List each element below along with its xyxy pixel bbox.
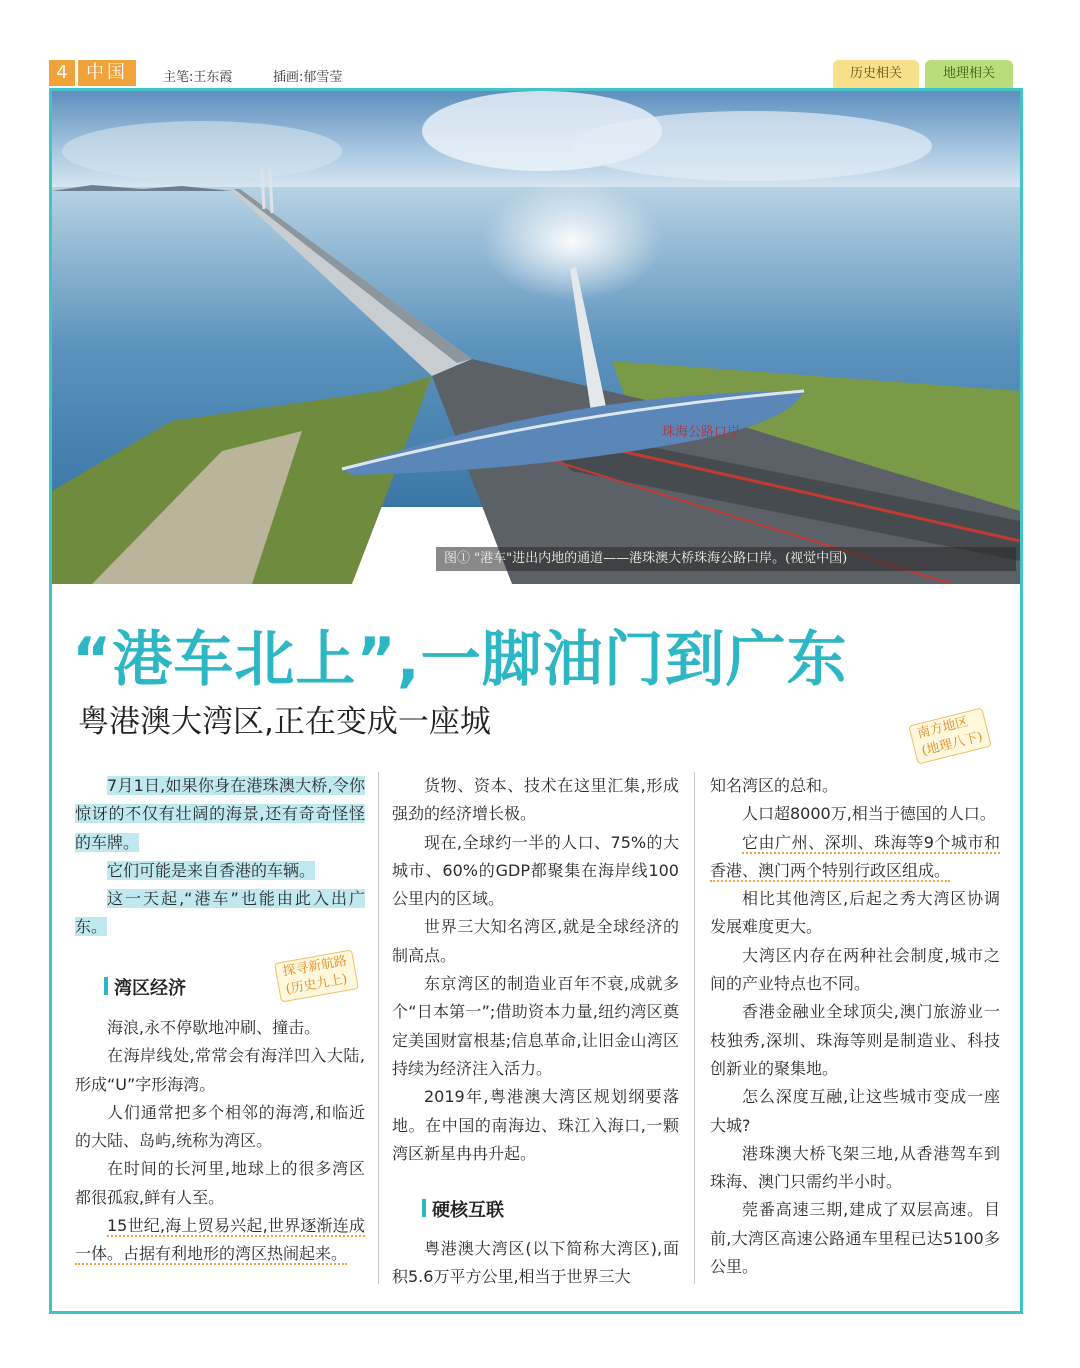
paragraph: 海浪,永不停歇地冲刷、撞击。: [107, 1018, 321, 1037]
tag-history: 历史相关: [833, 60, 919, 88]
paragraph: 怎么深度互融,让这些城市变成一座大城?: [710, 1087, 1000, 1135]
intro-paragraph-1: 7月1日,如果你身在港珠澳大桥,令你惊讶的不仅有壮阔的海景,还有奇奇怪怪的车牌。: [75, 776, 365, 852]
section-title-bay-economy: 湾区经济: [104, 974, 186, 1000]
text-column-1: [75, 772, 365, 942]
text-column-3: [710, 772, 1000, 1281]
page-number: 4: [49, 60, 75, 86]
paragraph: 港珠澳大桥飞架三地,从香港驾车到珠海、澳门只需约半小时。: [710, 1143, 1000, 1192]
note-geography: 南方地区 (地理八下): [908, 707, 992, 764]
text-column-2-tail: [392, 1235, 679, 1292]
paragraph: 大湾区内存在两种社会制度,城市之间的产业特点也不同。: [710, 945, 1000, 994]
paragraph: 2019年,粤港澳大湾区规划纲要落地。在中国的南海边、珠江入海口,一颗湾区新星冉冉升起。: [392, 1087, 679, 1163]
intro-paragraph-2: 它们可能是来自香港的车辆。: [107, 860, 316, 880]
paragraph: 现在,全球约一半的人口、75%的大城市、60%的GDP都聚集在海岸线100公里内的区域。: [392, 832, 679, 909]
paragraph: 它由广州、深圳、珠海等9个城市和香港、澳门两个特别行政区组成。: [710, 832, 1000, 880]
section-title-connectivity: 硬核互联: [422, 1196, 504, 1222]
paragraph: 15世纪,海上贸易兴起,世界逐渐连成一体。占据有利地形的湾区热闹起来。: [75, 1216, 365, 1264]
bridge-illustration: [52, 91, 1020, 584]
tag-geography: 地理相关: [925, 60, 1013, 88]
page-header: [0, 0, 1080, 92]
paragraph: 东京湾区的制造业百年不衰,成就多个“日本第一”;借助资本力量,纽约湾区奠定美国财富根基;信息革命,让旧金山湾区持续为经济注入活力。: [392, 974, 679, 1078]
text-column-1-body: [75, 1014, 365, 1269]
article-subheadline: 粤港澳大湾区,正在变成一座城: [78, 704, 491, 740]
paragraph: 人口超8000万,相当于德国的人口。: [742, 804, 996, 824]
gate-sign-text: 珠海公路口岸: [662, 425, 741, 440]
paragraph: 在海岸线处,常常会有海洋凹入大陆,形成“U”字形海湾。: [75, 1046, 365, 1094]
bridge-photo: [52, 91, 1020, 584]
intro-paragraph-3: 这一天起,“港车”也能由此入出广东。: [75, 889, 365, 937]
note-history: 探寻新航路 (历史九上): [274, 949, 359, 1002]
article-headline: “港车北上”,一脚油门到广东: [72, 625, 848, 695]
photo-caption: 图① "港车"进出内地的通道——港珠澳大桥珠海公路口岸。(视觉中国): [436, 547, 1016, 571]
paragraph: 香港金融业全球顶尖,澳门旅游业一枝独秀,深圳、珠海等则是制造业、科技创新业的聚集地。: [710, 1002, 1000, 1078]
section-label: 中国: [78, 60, 136, 86]
paragraph: 世界三大知名湾区,就是全球经济的制高点。: [392, 917, 679, 965]
column-divider: [694, 772, 695, 1284]
column-divider: [378, 772, 379, 1284]
writer-credit: 主笔:王东霞: [163, 70, 233, 85]
paragraph: 在时间的长河里,地球上的很多湾区都很孤寂,鲜有人至。: [75, 1159, 365, 1207]
paragraph: 莞番高速三期,建成了双层高速。目前,大湾区高速公路通车里程已达5100多公里。: [710, 1200, 1000, 1277]
text-column-2: [392, 772, 679, 1168]
paragraph: 粤港澳大湾区(以下简称大湾区),面积5.6万平方公里,相当于世界三大: [392, 1239, 679, 1287]
paragraph: 知名湾区的总和。: [710, 776, 839, 795]
paragraph: 货物、资本、技术在这里汇集,形成强劲的经济增长极。: [392, 776, 679, 824]
paragraph: 人们通常把多个相邻的海湾,和临近的大陆、岛屿,统称为湾区。: [75, 1102, 365, 1151]
illustrator-credit: 插画:郁雪莹: [273, 70, 343, 85]
paragraph: 相比其他湾区,后起之秀大湾区协调发展难度更大。: [710, 889, 1000, 937]
